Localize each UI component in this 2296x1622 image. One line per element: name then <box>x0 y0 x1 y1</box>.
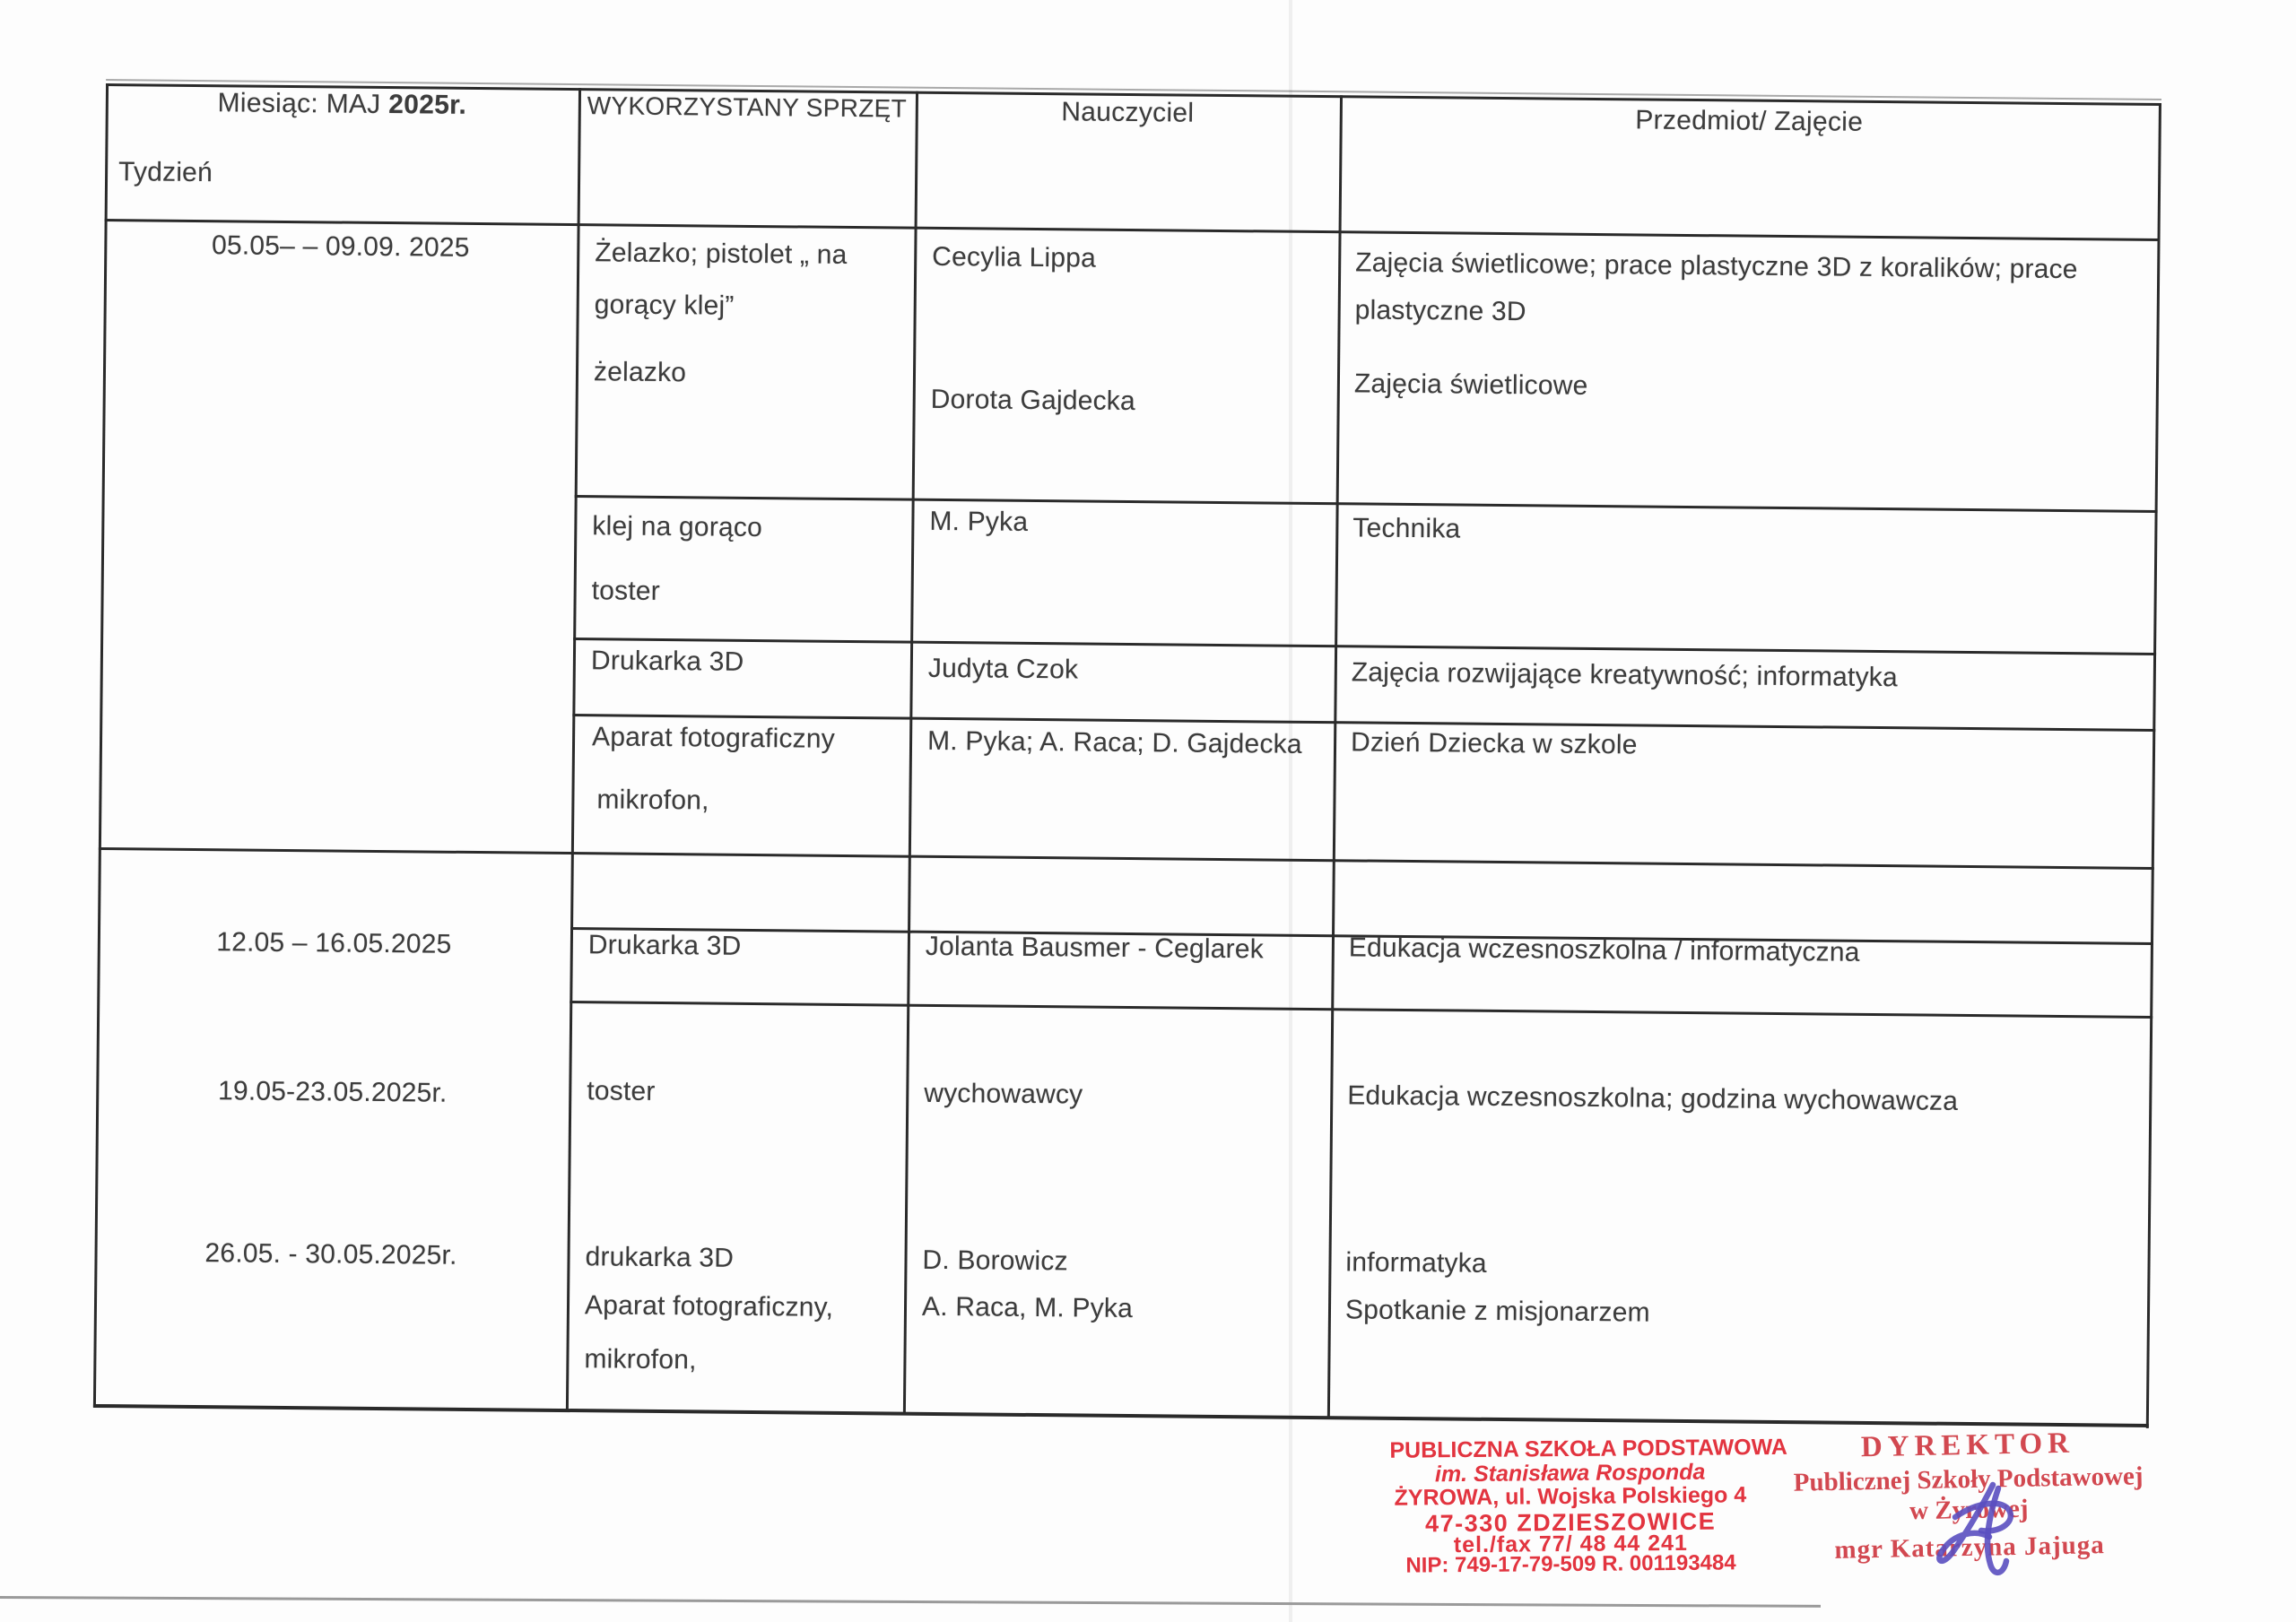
cell-subject-line: plastyczne 3D <box>1354 295 1526 327</box>
cell-equipment-line: Drukarka 3D <box>590 646 744 677</box>
header-month-prefix: Miesiąc: MAJ <box>217 88 389 120</box>
cell-equipment-line: Żelazko; pistolet „ na <box>595 238 848 270</box>
cell-equipment-line: żelazko <box>593 357 687 388</box>
school-stamp-line: im. Stanisława Rosponda <box>1434 1459 1706 1488</box>
school-stamp-line: NIP: 749-17-79-509 R. 001193484 <box>1405 1550 1736 1578</box>
column-line-1 <box>566 88 581 1411</box>
cell-teacher: Judyta Czok <box>927 653 1079 685</box>
column-header-equipment: WYKORZYSTANY SPRZĘT <box>587 91 908 123</box>
row-line-section <box>99 847 2154 870</box>
cell-equipment-line: Drukarka 3D <box>587 930 742 961</box>
cell-subject-line: Zajęcia świetlicowe <box>1353 369 1588 401</box>
cell-equipment-line: klej na gorąco <box>592 511 763 543</box>
cell-week4-date: 26.05. - 30.05.2025r. <box>204 1238 457 1271</box>
column-line-3 <box>1327 95 1343 1418</box>
cell-teacher: Dorota Gajdecka <box>930 384 1136 417</box>
row-line-2 <box>573 638 2156 655</box>
cell-equipment-line: gorący klej” <box>594 290 735 321</box>
cell-equipment-line: drukarka 3D <box>585 1242 735 1273</box>
column-header-subject: Przedmiot/ Zajęcie <box>1635 105 1864 137</box>
signature-flourish-icon <box>1903 1460 2069 1617</box>
cell-subject-line: Edukacja wczesnoszkolna; godzina wychowawcza <box>1347 1080 1959 1116</box>
cell-teacher: M. Pyka; A. Raca; D. Gajdecka <box>926 725 1302 759</box>
table-border-bottom <box>93 1404 2149 1427</box>
cell-teacher: M. Pyka <box>929 506 1029 537</box>
school-stamp-line: PUBLICZNA SZKOŁA PODSTAWOWA <box>1389 1434 1788 1463</box>
director-stamp-line: Publicznej Szkoły Podstawowej <box>1793 1462 2144 1497</box>
school-stamp-line: ŻYROWA, ul. Wojska Polskiego 4 <box>1394 1482 1747 1511</box>
cell-subject-line: Spotkanie z misjonarzem <box>1344 1295 1650 1328</box>
header-month <box>106 87 578 122</box>
cell-subject-line: informatyka <box>1345 1247 1487 1279</box>
table-border-left <box>93 83 109 1407</box>
table-border-right <box>2146 103 2161 1428</box>
school-stamp-line: tel./fax 77/ 48 44 241 <box>1453 1530 1688 1558</box>
row-line-5 <box>570 1001 2152 1019</box>
cell-subject-line: Technika <box>1352 513 1461 544</box>
column-header-teacher: Nauczyciel <box>1061 97 1195 128</box>
signature-ink <box>1903 1460 2069 1617</box>
cell-teacher: A. Raca, M. Pyka <box>921 1291 1134 1324</box>
row-line-1 <box>575 495 2158 513</box>
director-stamp-line: w Żyrowej <box>1909 1494 2029 1526</box>
cell-week2-date: 12.05 – 16.05.2025 <box>216 927 452 959</box>
director-stamp-line: mgr Katarzyna Jajuga <box>1834 1531 2106 1565</box>
column-line-2 <box>903 91 918 1415</box>
cell-teacher: Jolanta Bausmer - Ceglarek <box>925 931 1265 965</box>
header-month-year: 2025r. <box>388 90 467 120</box>
school-stamp-line: 47-330 ZDZIESZOWICE <box>1424 1507 1717 1538</box>
school-stamp <box>1389 1434 1788 1582</box>
cell-week1-date: 05.05– – 09.09. 2025 <box>211 230 470 263</box>
director-stamp-line: DYREKTOR <box>1860 1427 2075 1464</box>
cell-equipment-line: mikrofon, <box>584 1344 697 1375</box>
cell-subject-line: Zajęcia rozwijające kreatywność; informatyka <box>1351 657 1898 693</box>
cell-teacher: D. Borowicz <box>922 1245 1068 1277</box>
cell-teacher: wychowawcy <box>924 1078 1083 1110</box>
cell-equipment-line: toster <box>587 1076 656 1106</box>
header-week-label: Tydzień <box>117 157 213 188</box>
cell-subject-line: Zajęcia świetlicowe; prace plastyczne 3D z koralików; prace <box>1355 247 2078 285</box>
cell-week3-date: 19.05-23.05.2025r. <box>217 1076 448 1108</box>
cell-equipment-line: Aparat fotograficzny, <box>584 1290 834 1323</box>
cell-equipment-line: toster <box>591 576 661 606</box>
cell-equipment-line: Aparat fotograficzny <box>591 722 836 754</box>
cell-subject-line: Edukacja wczesnoszkolna / informatyczna <box>1348 932 1860 967</box>
cell-teacher: Cecylia Lippa <box>932 241 1097 273</box>
cell-subject-line: Dzień Dziecka w szkole <box>1350 727 1638 760</box>
cell-equipment-line: mikrofon, <box>596 785 709 816</box>
